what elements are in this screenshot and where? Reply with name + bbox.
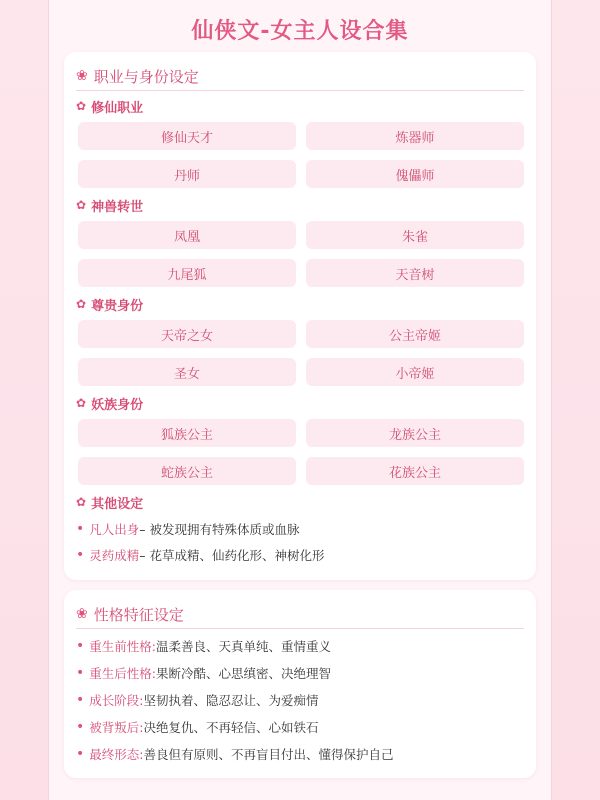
tag-pill: 龙族公主 — [306, 419, 524, 447]
flower-icon: ✿ — [76, 495, 87, 509]
item-label: 重生后性格: — [89, 666, 156, 681]
flower-icon: ✿ — [76, 297, 87, 311]
section-header — [76, 600, 524, 629]
tag-pill: 修仙天才 — [78, 122, 296, 150]
item-label: 成长阶段: — [89, 693, 144, 708]
item-text: – 被发现拥有特殊体质或血脉 — [139, 522, 300, 537]
tag-pill: 天音树 — [306, 259, 524, 287]
list-item — [76, 689, 319, 711]
tag-pill: 狐族公主 — [78, 419, 296, 447]
tag-pill: 丹师 — [78, 160, 296, 188]
list-item — [76, 662, 331, 684]
bullet-dot-icon: • — [76, 521, 85, 537]
section-header — [76, 62, 524, 91]
tag-pill: 朱雀 — [306, 221, 524, 249]
flower-icon: ❀ — [76, 606, 88, 622]
bullet-dot-icon: • — [76, 638, 85, 654]
page-title: 仙侠文-女主人设合集 — [191, 19, 409, 44]
flower-icon: ✿ — [76, 198, 87, 212]
group-title: 神兽转世 — [91, 199, 144, 215]
tag-pill: 小帝姬 — [306, 358, 524, 386]
item-label: 被背叛后: — [89, 720, 144, 735]
item-text: 果断冷酷、心思缜密、决绝理智 — [155, 666, 331, 681]
item-label: 凡人出身 — [89, 522, 140, 537]
list-item — [76, 743, 394, 765]
list-item — [76, 518, 300, 540]
tag-pill: 圣女 — [78, 358, 296, 386]
flower-icon: ❀ — [76, 68, 88, 84]
bullet-dot-icon: • — [76, 547, 85, 563]
group-header — [76, 393, 143, 413]
group-title: 其他设定 — [91, 496, 144, 512]
item-text: 温柔善良、天真单纯、重情重义 — [155, 639, 331, 654]
item-label: 灵药成精 — [89, 548, 140, 563]
tag-pill: 天帝之女 — [78, 320, 296, 348]
item-text: – 花草成精、仙药化形、神树化形 — [139, 548, 325, 563]
flower-icon: ✿ — [76, 396, 87, 410]
tag-pill: 公主帝姬 — [306, 320, 524, 348]
list-item — [76, 716, 319, 738]
card-personality — [64, 590, 536, 778]
card-occupation-identity — [64, 52, 536, 580]
tag-pill: 凤凰 — [78, 221, 296, 249]
list-item — [76, 544, 325, 566]
bullet-dot-icon: • — [76, 665, 85, 681]
bullet-dot-icon: • — [76, 719, 85, 735]
group-title: 妖族身份 — [91, 397, 144, 413]
item-text: 坚韧执着、隐忍忍让、为爱痴情 — [143, 693, 319, 708]
tag-pill: 蛇族公主 — [78, 457, 296, 485]
bullet-dot-icon: • — [76, 746, 85, 762]
tag-pill: 傀儡师 — [306, 160, 524, 188]
section-heading: 性格特征设定 — [93, 605, 184, 624]
bullet-dot-icon: • — [76, 692, 85, 708]
item-text: 善良但有原则、不再盲目付出、懂得保护自己 — [143, 747, 394, 762]
item-label: 重生前性格: — [89, 639, 156, 654]
group-header — [76, 96, 143, 116]
group-title: 尊贵身份 — [91, 298, 144, 314]
tag-pill: 炼器师 — [306, 122, 524, 150]
flower-icon: ✿ — [76, 99, 87, 113]
item-label: 最终形态: — [89, 747, 144, 762]
list-item — [76, 635, 331, 657]
group-header — [76, 492, 143, 512]
tag-pill: 花族公主 — [306, 457, 524, 485]
tag-pill: 九尾狐 — [78, 259, 296, 287]
item-text: 决绝复仇、不再轻信、心如铁石 — [143, 720, 319, 735]
group-title: 修仙职业 — [91, 100, 144, 116]
section-heading: 职业与身份设定 — [93, 67, 199, 86]
group-header — [76, 294, 143, 314]
group-header — [76, 195, 143, 215]
